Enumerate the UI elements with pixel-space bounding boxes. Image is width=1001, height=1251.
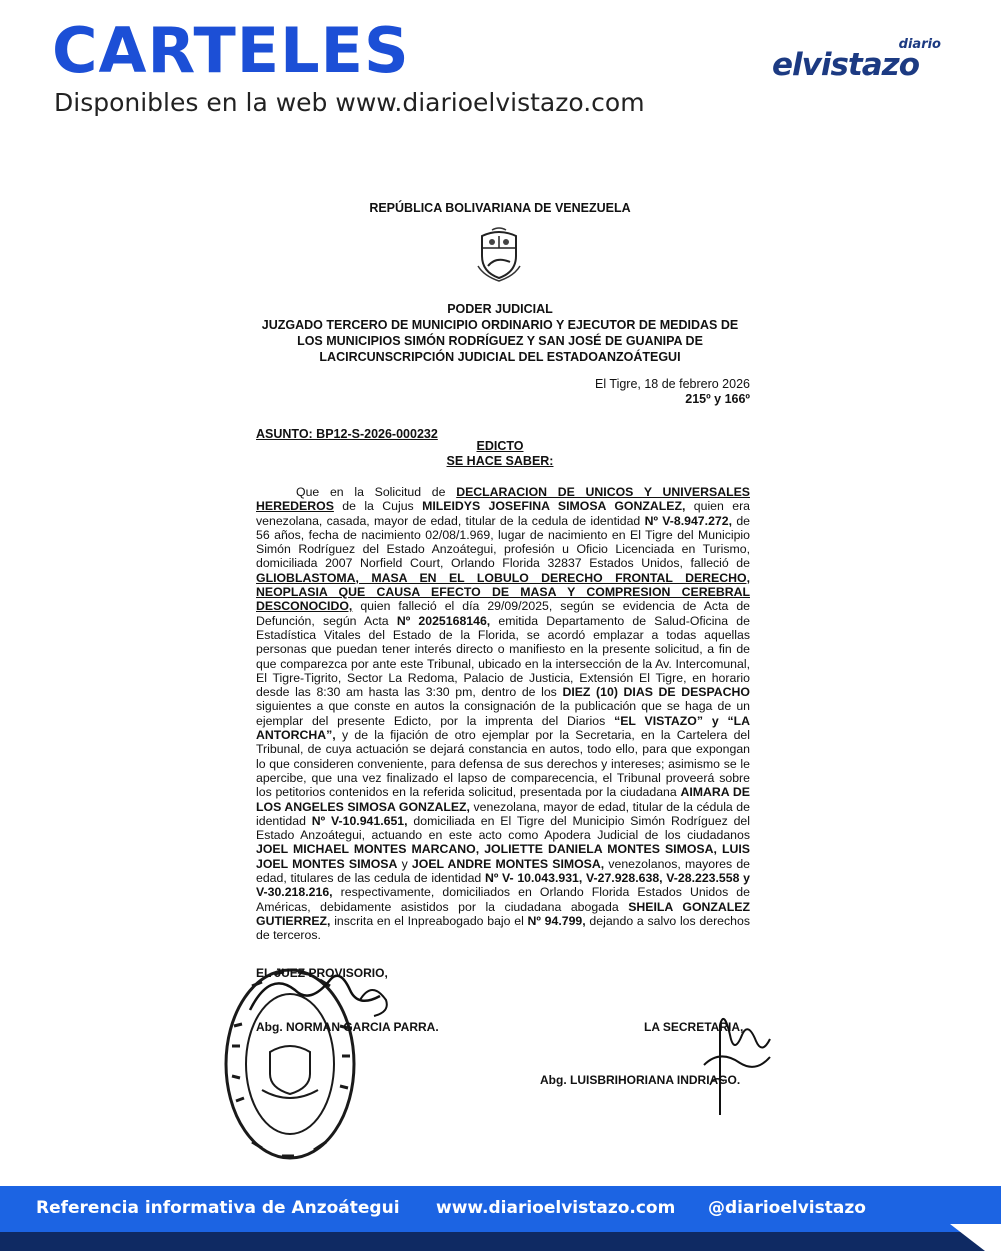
juzgado-line-3: LACIRCUNSCRIPCIÓN JUDICIAL DEL ESTADOANZOÁTEGUI bbox=[319, 350, 681, 364]
body-bold-05: Nº 2025168146, bbox=[396, 613, 491, 628]
body-text-13: respectivamente, domiciliados en Orlando Florida Estados Unidos de Américas, debidamente asistidos por la ciudadana abogada bbox=[256, 885, 750, 914]
body-bold-03: Nº V-8.947.272, bbox=[644, 513, 733, 528]
juzgado-line-1: JUZGADO TERCERO DE MUNICIPIO ORDINARIO Y EJECUTOR DE MEDIDAS DE bbox=[261, 318, 739, 332]
secretary-title: LA SECRETARIA, bbox=[644, 1020, 744, 1034]
body-text-09: venezolana, mayor de edad, titular de la cédula de identidad bbox=[256, 799, 750, 828]
body-text-05: quien falleció el día 29/09/2025, según se evidencia de Acta de Defunción, según Acta bbox=[256, 599, 750, 628]
judge-signature-icon bbox=[240, 960, 400, 1035]
body-text-06: emitida Departamento de Salud-Oficina de Estadística Vitales del Estado de la Florida, se acordó emplazar a todas aquellas personas que puedan tener interés directo o manifiesto en la presente solicitud, a fin de que comparezca por ante este Tribunal, ubicado en la intersección de la Av. Intercomunal, El Tigre-Tigrito, Sector La Redoma, Palacio de Justicia, Extensión El Tigre, en horario desde las 8:30 am hasta las 3:30 pm, dentro de los bbox=[256, 613, 750, 700]
body-text-11: y bbox=[397, 856, 412, 871]
website-subtitle: Disponibles en la web www.diarioelvistazo.com bbox=[54, 88, 645, 117]
footer-bar bbox=[0, 1186, 1001, 1251]
body-text-14: inscrita en el Inpreabogado bajo el bbox=[330, 913, 528, 928]
se-hace-saber: SE HACE SABER: bbox=[446, 454, 554, 468]
footer-social-handle[interactable]: @diarioelvistazo bbox=[708, 1198, 866, 1218]
coat-of-arms-icon bbox=[474, 226, 524, 282]
body-bold-09: Nº V-10.941.651, bbox=[311, 813, 408, 828]
body-bold-08: AIMARA DE LOS ANGELES SIMOSA GONZALEZ, bbox=[256, 785, 750, 814]
body-text-08: y de la fijación de otro ejemplar por la Secretaria, en la Cartelera del Tribunal, de cuya actuación se dejará constancia en autos, todo ello, para que expongan lo que consideren conveniente, para defensa de sus derechos y intereses; asimismo se le apercibe, que una vez finalizado el lapso de comparecencia, el Tribunal proveerá sobre los petitorios contenidos en la referida solicitud, presentada por la ciudadana bbox=[256, 728, 750, 800]
edict-heading bbox=[400, 439, 600, 469]
secretary-name: Abg. LUISBRIHORIANA INDRIAGO. bbox=[540, 1073, 741, 1087]
date-block bbox=[520, 377, 750, 407]
body-bold-01: DECLARACION DE UNICOS Y UNIVERSALES HEREDEROS bbox=[256, 485, 750, 514]
secretary-signature-icon bbox=[690, 1005, 775, 1120]
edict-body bbox=[256, 485, 750, 943]
juzgado-line-2: LOS MUNICIPIOS SIMÓN RODRÍGUEZ Y SAN JOSÉ DE GUANIPA DE bbox=[297, 334, 703, 348]
logo-diario-text: diario bbox=[898, 37, 941, 52]
carteles-title: CARTELES bbox=[52, 14, 410, 87]
body-bold-06: DIEZ (10) DIAS DE DESPACHO bbox=[562, 685, 750, 700]
body-text-03: quien era venezolana, casada, mayor de edad, titular de la cedula de identidad bbox=[256, 499, 751, 528]
judge-name: Abg. NORMAN GARCIA PARRA. bbox=[256, 1020, 439, 1034]
body-bold-07: “EL VISTAZO” y “LA ANTORCHA”, bbox=[256, 713, 750, 743]
body-bold-10: JOEL MICHAEL MONTES MARCANO, JOLIETTE DANIELA MONTES SIMOSA, LUIS JOEL MONTES SIMOSA bbox=[256, 842, 750, 871]
body-bold-14: Nº 94.799, bbox=[527, 913, 586, 928]
body-text-10: domiciliada en El Tigre del Municipio Simón Rodríguez del Estado Anzoátegui, actuando en este acto como Apodera Judicial de los ciudadanos bbox=[256, 813, 750, 843]
body-text-02: de la Cujus bbox=[333, 499, 423, 514]
footer-website-link[interactable]: www.diarioelvistazo.com bbox=[436, 1198, 676, 1218]
body-text-04: de 56 años, fecha de nacimiento 02/08/1.969, lugar de nacimiento en El Tigre del Municipio Simón Rodríguez del Estado Anzoátegui, profesión u Oficio Licenciada en Turismo, domiciliada 2007 Norfield Court, Orlando Florida 32837 Estados Unidos, falleció de bbox=[256, 513, 751, 571]
body-text-12: venezolanos, mayores de edad, titulares de las cedula de identidad bbox=[256, 856, 751, 886]
body-text-01: Que en la Solicitud de bbox=[296, 485, 457, 499]
body-bold-13: SHEILA GONZALEZ GUTIERREZ, bbox=[256, 899, 750, 928]
edicto-title: EDICTO bbox=[476, 439, 524, 453]
footer-dark-stripe bbox=[0, 1224, 1001, 1251]
republica-heading: REPÚBLICA BOLIVARIANA DE VENEZUELA bbox=[369, 201, 631, 215]
body-text-15: dejando a salvo los derechos de terceros. bbox=[256, 913, 750, 943]
logo-main-text: elvistazo bbox=[772, 47, 920, 83]
place-date: El Tigre, 18 de febrero 2026 bbox=[595, 377, 750, 391]
body-bold-04: GLIOBLASTOMA, MASA EN EL LOBULO DERECHO FRONTAL DERECHO, NEOPLASIA QUE CAUSA EFECTO DE MASA Y COMPRESION CEREBRAL DESCONOCIDO, bbox=[256, 570, 750, 614]
body-bold-12: Nº V- 10.043.931, V-27.928.638, V-28.223.558 y V-30.218.216, bbox=[256, 871, 750, 900]
body-bold-11: JOEL ANDRE MONTES SIMOSA, bbox=[411, 856, 605, 871]
court-heading bbox=[200, 301, 800, 365]
body-bold-02: MILEIDYS JOSEFINA SIMOSA GONZALEZ, bbox=[422, 499, 686, 514]
poder-judicial-line: PODER JUDICIAL bbox=[447, 302, 553, 316]
judge-title: EL JUEZ PROVISORIO, bbox=[256, 966, 388, 980]
years-mark: 215º y 166º bbox=[685, 392, 750, 406]
case-number: ASUNTO: BP12-S-2026-000232 bbox=[256, 427, 438, 441]
footer-tagline: Referencia informativa de Anzoátegui bbox=[36, 1198, 400, 1218]
body-text-07: siguientes a que conste en autos la consignación de la publicación que se haga de un ejemplar del presente Edicto, por la imprenta del Diarios bbox=[256, 699, 750, 728]
